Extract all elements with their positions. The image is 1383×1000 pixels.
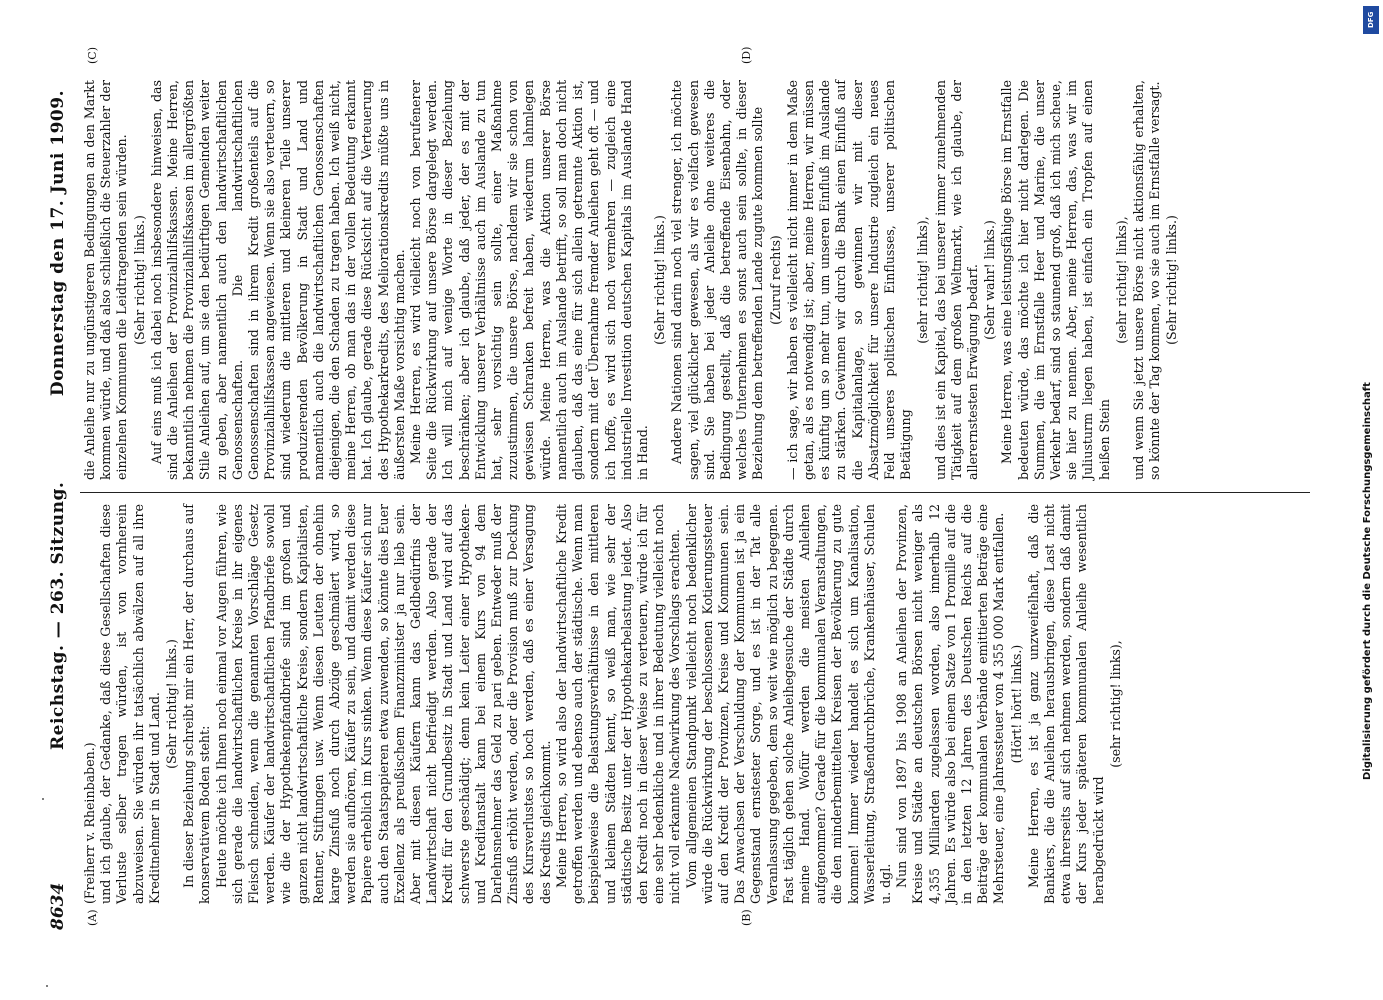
margin-marker-b: (B) [740,909,753,926]
dfg-logo: DFG [1363,6,1379,34]
left-column [82,504,1125,904]
session-title: Reichstag. — 263. Sitzung. [48,481,68,750]
paragraph: In dieser Beziehung schreibt mir ein Herr, der durchaus auf konservativem Boden steht: [181,504,213,904]
column-divider [80,492,1310,493]
digitization-credit: Digitalisierung gefördert durch die Deutsche Forschungsgemeinschaft [1362,382,1373,780]
interjection: (Sehr wahr! links.) [982,220,998,340]
interjection: (Sehr richtig! links.) [131,215,147,345]
interjection: (Zuruf rechts) [767,235,783,325]
page-number: 8634 [48,882,68,930]
margin-marker-c: (C) [86,47,99,64]
interjection: (Sehr richtig! links.) [164,639,180,769]
paragraph: Meine Herren, es wird vielleicht noch von berufenerer Seite die Rückwirkung auf unsere Börse dargelegt werden. Ich will mich auf wenige Worte in dieser Beziehung beschränken; aber ich glaube, daß jeder, der es mit der Entwicklung unserer Verhältnisse auch im Auslande zu tun hat, sehr vorsichtig sein sollte, einer Maßnahme zuzustimmen, die unsere Börse, nachdem wir sie schon von gewissen Schranken befreit haben, wiederum lahmlegen würde. Meine Herren, was die Aktion unserer Börse namentlich auch im Auslande betrifft, so soll man doch nicht glauben, daß das eine für sich allein getrennte Aktion ist, sondern mit der Übernahme fremder Anleihen geht oft — und ich hoffe, es wird sich noch vermehren — zugleich eine industrielle Investition deutschen Kapitals im Auslande Hand in Hand. [408,80,650,480]
interjection: (Sehr richtig! links.) [1164,215,1180,345]
page-header [48,40,78,930]
paragraph: Vom allgemeinen Standpunkt vielleicht noch bedenklicher würde die Rückwirkung der beschlossenen Kotierungssteuer auf den Kredit der Provinzen, Kreise und Kommunen sein. Das Anwachsen der Verschuldung der Kommunen ist ja ein Gegenstand ernstester Sorge, und es ist in der Tat alle Veranlassung gegeben, dem so weit wie möglich zu begegnen. Fast täglich gehen solche Anleihegesuche der Städte durch meine Hand. Wofür werden die meisten Anleihen aufgenommen? Gerade für die kommunalen Veranstaltungen, die den minderbemittelten Kreisen der Bevölkerung zu gute kommen! Immer wieder handelt es sich um Kanalisation, Wasserleitung, Straßendurchbrüche, Krankenhäuser, Schulen u. dgl. [683,504,893,904]
paragraph: und dies ist ein Kapitel, das bei unserer immer zunehmenden Tätigkeit auf dem großen Weltmarkt, wie ich glaube, der allerernstesten Erwägung bedarf. [932,80,980,480]
paragraph: — ich sage, wir haben es vielleicht nicht immer in dem Maße getan, als es notwendig ist; aber, meine Herren, wir müssen es künftig um so mehr tun, um unseren Einfluß im Auslande zu stärken. Gewinnen wir durch die Bank einen Einfluß auf die Kapitalanlage, so gewinnen wir mit dieser Absatzmöglichkeit für unsere Industrie zugleich ein neues Feld unseres politischen Einflusses, unserer politischen Betätigung [784,80,914,480]
paragraph: Meine Herren, was eine leistungsfähige Börse im Ernstfalle bedeuten würde, das möchte ich hier nicht darlegen. Die Summen, die im Ernstfalle Heer und Marine, die unser Verkehr bedarf, sind so staunend groß, daß ich mich scheue, sie hier zu nennen. Aber, meine Herren, das, was wir im Juliusturm liegen haben, ist einfach ein Tropfen auf einen heißen Stein [999,80,1112,480]
paragraph: Meine Herren, es ist ja ganz unzweifelhaft, daß die Bankiers, die die Anleihen herausbringen, diese Last nicht etwa ihrerseits auf sich nehmen werden, sondern daß damit der Kurs jeder späteren kommunalen Anleihe wesentlich herabgedrückt wird [1025,504,1106,904]
digitization-sidebar [1355,0,1383,1000]
scan-speck [46,985,48,987]
paragraph: Nun sind von 1897 bis 1908 an Anleihen der Provinzen, Kreise und Städte an deutschen Börsen nicht weniger als 4,355 Milliarden zugelassen worden, also innerhalb 12 Jahren. Es würde also bei einem Satze von 1 Promille auf die in den letzten 12 Jahren des Deutschen Reichs auf die Beiträge der kommunalen Verbände emittierten Beträge eine Mehrsteuer, eine Jahressteuer von 4 355 000 Mark entfallen. [894,504,1007,904]
right-column [82,80,1182,480]
margin-marker-d: (D) [740,46,753,64]
scan-speck [42,798,44,800]
quoted-paragraph: Heute möchte ich Ihnen noch einmal vor Augen führen, wie sich gerade die landwirtschaftlichen Kreise in ihr eigenes Fleisch schneiden, wenn die genannten Vorschläge Gesetz werden. Käufer der landwirtschaftlichen Pfandbriefe sowohl wie die der Hypothekenpfandbriefe sind im großen und ganzen nicht landwirtschaftliche Kreise, sondern Kapitalisten, Rentner, Stiftungen usw. Wenn diesen Leuten der ohnehin karge Zinsfuß noch durch Abzüge geschmälert wird, so werden sie aufhören, Käufer zu sein, und damit werden diese Papiere erheblich im Kurs sinken. Wenn diese Käufer sich nur auch den Staatspapieren etwa zuwenden, so könnte dies Euer Exzellenz als preußischem Finanzminister ja nur lieb sein. Aber mit diesen Käufern kann das Geldbedürfnis der Landwirtschaft nicht befriedigt werden. Also gerade der Kredit für den Grundbesitz in Stadt und Land wird auf das schwerste geschädigt; denn kein Leiter einer Hypotheken- und Kreditanstalt kann bei einem Kurs von 94 dem Darlehnsnehmer das Geld zu pari geben. Entweder muß der Zinsfuß erhöht werden, oder die Provision muß zur Deckung des Kursverlustes so hoch werden, daß es einer Versagung des Kredits gleichkommt. [213,504,553,904]
paragraph: Meine Herren, so wird also der landwirtschaftliche Kredit getroffen werden und ebenso auch der städtische. Wenn man beispielsweise die Belastungsverhältnisse in den mittleren und kleinen Städten kennt, so weiß man, wie sehr der städtische Besitz unter der Hypothekarbelastung leidet. Also den Kredit noch in dieser Weise zu verteuern, würde ich für eine sehr bedenkliche und in ihrer Bedeutung vielleicht noch nicht voll erkannte Nachwirkung des Vorschlags erachten. [553,504,683,904]
paragraph: und wenn Sie jetzt unsere Börse nicht aktionsfähig erhalten, so könnte der Tag kommen, wo sie auch im Ernstfalle versagt. [1131,80,1163,480]
date-title: Donnerstag den 17. Juni 1909. [48,90,68,397]
paragraph: Andere Nationen sind darin noch viel strenger, ich möchte sagen, viel glücklicher gewesen, als wir es vielfach gewesen sind. Sie haben bei jeder Anleihe ohne weiteres die Bedingung gestellt, daß die betreffende Eisenbahn, oder welches Unternehmen es sonst auch sein sollte, in dieser Beziehung dem betreffenden Lande zugute kommen sollte [669,80,766,480]
paragraph: Auf eins muß ich dabei noch insbesondere hinweisen, das sind die Anleihen der Provinzialhilfskassen. Meine Herren, bekanntlich nehmen die Provinzialhilfskassen im allergrößten Stile Anleihen auf, um sie den bedürftigen Gemeinden weiter zu geben, aber namentlich auch den landwirtschaftlichen Genossenschaften. Die landwirtschaftlichen Genossenschaften sind in ihrem Kredit großenteils auf die Provinzialhilfskassen angewiesen. Wenn sie also verteuern, so sind wiederum die mittleren und kleineren Teile unserer produzierenden Bevölkerung in Stadt und Land und namentlich auch die landwirtschaftlichen Genossenschaften diejenigen, die den Schaden zu tragen haben. Ich weiß nicht, meine Herren, ob man das in der vollen Bedeutung erkannt hat. Ich glaube, gerade diese Rücksicht auf die Verteuerung des Hypothekarkredits, des Meliorationskredits müßte uns in äußersten Maße vorsichtig machen. [148,80,407,480]
interjection: (Sehr richtig! links.) [652,215,668,345]
interjection: (sehr richtig! links), [1113,216,1129,344]
paragraph: die Anleihe nur zu ungünstigeren Bedingungen an den Markt kommen würde, und daß also schließlich die Steuerzahler der einzelnen Kommunen die Leidtragenden sein würden. [82,80,130,480]
margin-marker-a: (A) [86,909,99,926]
speaker-label: (Freiherr v. Rheinbaben.) [82,742,97,904]
interjection: (Hört! hört! links.) [1008,644,1024,764]
paragraph: und ich glaube, der Gedanke, daß diese Gesellschaften diese Verluste selber tragen würden, ist von vornherein abzuweisen. Sie würden ihr tatsächlich abwälzen auf all ihre Kreditnehmer in Stadt und Land. [98,504,162,904]
interjection: (sehr richtig! links), [915,216,931,344]
interjection: (sehr richtig! links), [1107,640,1123,768]
